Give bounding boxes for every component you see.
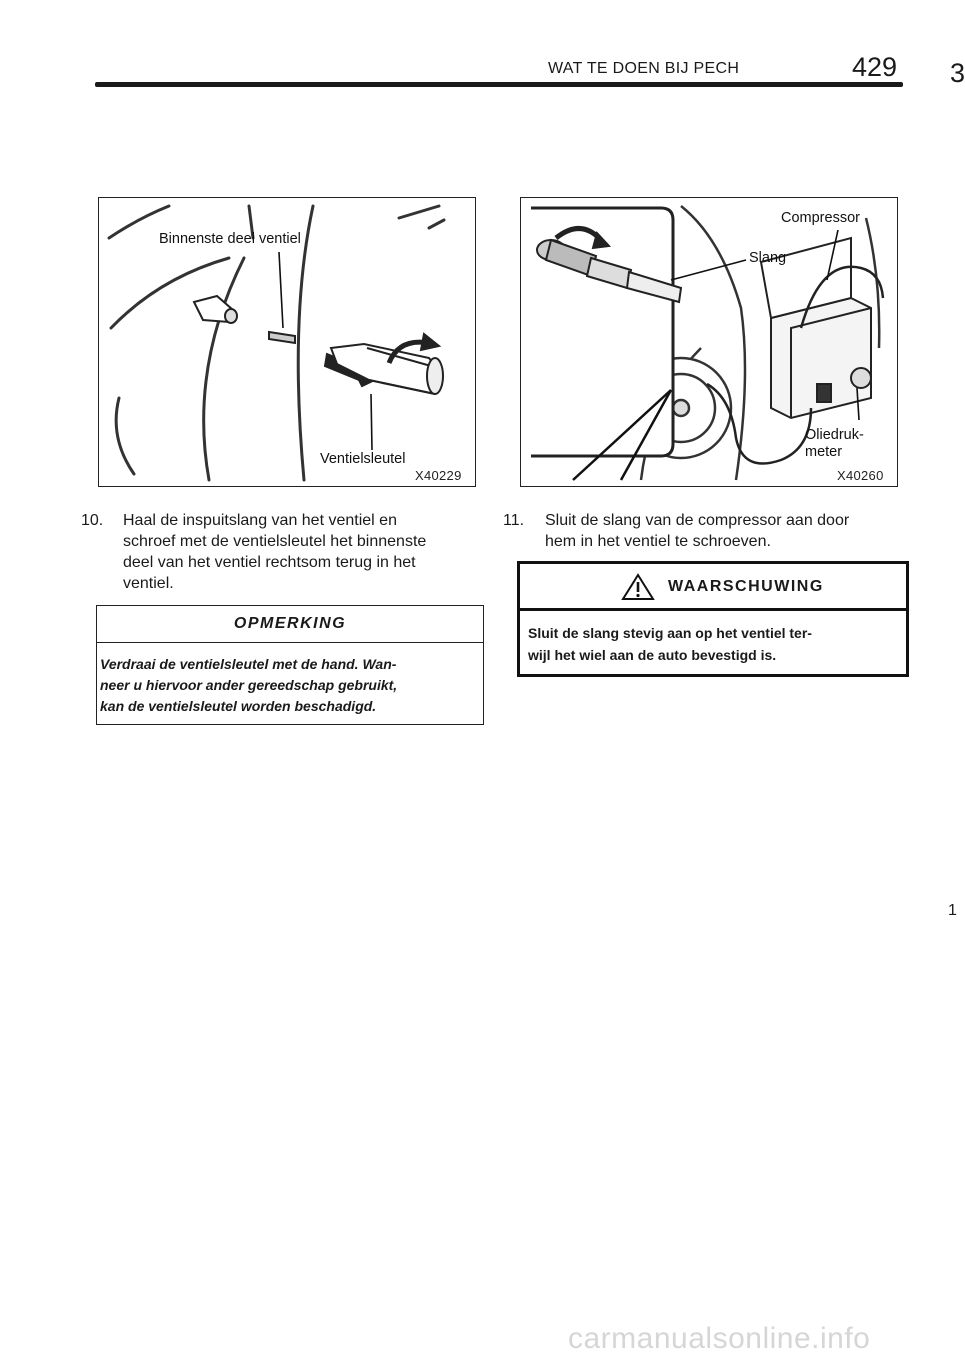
step-line: ventiel. [123, 575, 174, 592]
warning-line: wijl het wiel aan de auto bevestigd is. [528, 647, 777, 663]
edge-tab-number: 1 [948, 902, 957, 919]
step-text [123, 510, 426, 594]
gauge-label [805, 427, 864, 461]
warning-title: WAARSCHUWING [668, 578, 824, 595]
page-number: 429 [852, 52, 898, 82]
warning-triangle-icon [621, 573, 655, 601]
step-number: 10. [81, 512, 104, 529]
notice-box [96, 605, 484, 725]
step-line: Haal de inspuitslang van het ventiel en [123, 512, 397, 529]
gauge-label-line-2: meter [805, 444, 843, 460]
warning-text [528, 622, 900, 666]
valve-core-label: Binnenste deel ventiel [159, 231, 301, 247]
header-rule [95, 82, 903, 87]
compressor-label: Compressor [781, 210, 860, 226]
notice-text [100, 654, 478, 717]
figure-code: X40260 [837, 468, 884, 483]
warning-header [520, 564, 906, 611]
chapter-edge-mark: 3 [950, 58, 965, 88]
notice-line: Verdraai de ventielsleutel met de hand. Wan- [100, 656, 397, 672]
notice-line: neer u hiervoor ander gereedschap gebruikt, [100, 677, 398, 693]
notice-header [97, 606, 483, 643]
notice-title: OPMERKING [233, 615, 347, 632]
warning-line: Sluit de slang stevig aan op het ventiel ter- [528, 625, 812, 641]
step-number: 11. [503, 512, 525, 529]
notice-line: kan de ventielsleutel worden beschadigd. [100, 698, 377, 714]
figure-code: X40229 [415, 468, 462, 483]
warning-box [517, 561, 909, 677]
section-title: WAT TE DOEN BIJ PECH [548, 60, 740, 77]
valve-wrench-label: Ventielsleutel [320, 451, 406, 467]
step-line: deel van het ventiel rechtsom terug in het [123, 554, 416, 571]
valve-wrench-figure [98, 197, 476, 487]
step-10 [81, 510, 481, 600]
site-watermark: carmanualsonline.info [568, 1322, 871, 1355]
step-line: schroef met de ventielsleutel het binnenste [123, 533, 427, 550]
step-line: Sluit de slang van de compressor aan door [545, 512, 850, 529]
step-line: hem in het ventiel te schroeven. [545, 533, 771, 550]
step-11 [503, 510, 923, 556]
hose-label: Slang [749, 250, 787, 266]
compressor-figure [520, 197, 898, 487]
step-text [545, 510, 849, 552]
gauge-label-line-1: Oliedruk- [805, 427, 864, 443]
